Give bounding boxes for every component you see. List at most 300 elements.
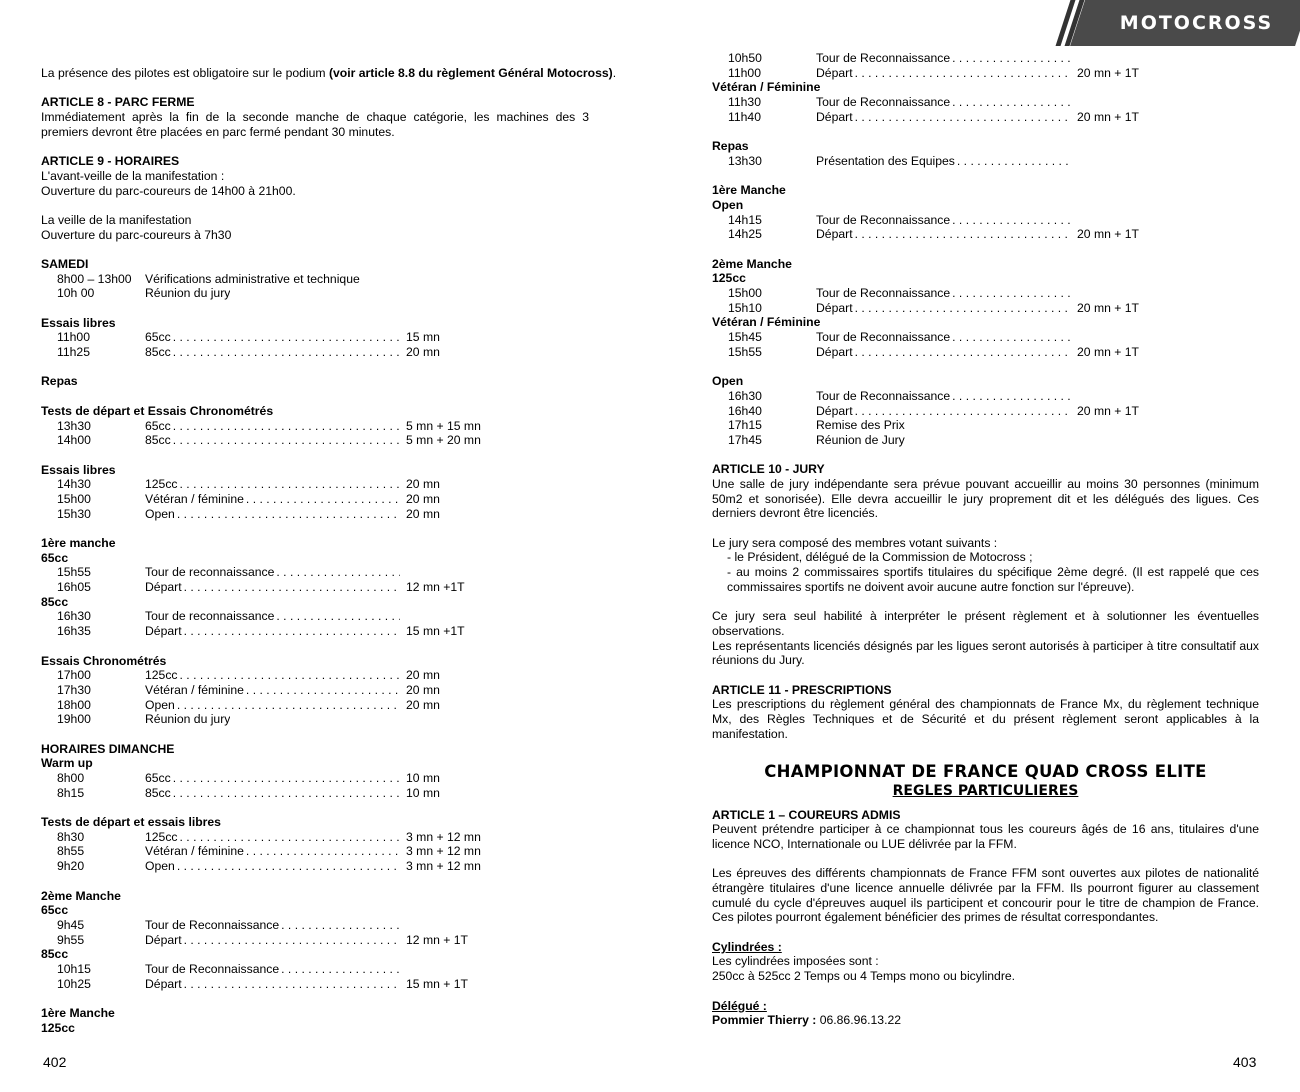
schedule-block (41, 609, 589, 638)
schedule-event (145, 962, 400, 977)
schedule-row (41, 433, 589, 448)
tests-title: Tests de départ et Essais Chronométrés (41, 403, 274, 418)
schedule-event-name: Tour de Reconnaissance (816, 51, 951, 65)
schedule-event-name: Tour de Reconnaissance (816, 330, 951, 345)
schedule-event (145, 683, 400, 698)
page-number-left: 402 (43, 1054, 67, 1070)
schedule-row (712, 95, 1259, 110)
delegue-line (712, 1013, 1259, 1028)
dot-leader (171, 771, 400, 786)
schedule-duration: 5 mn + 20 mn (406, 433, 481, 448)
article-10-text: Le jury sera composé des membres votant suivants : (712, 535, 998, 550)
schedule-block (41, 830, 589, 874)
manche-title: 2ème Manche (712, 256, 792, 271)
dot-leader (171, 419, 400, 434)
schedule-row (41, 286, 589, 301)
schedule-row (712, 227, 1259, 242)
schedule-event-name: Présentation des Equipes (816, 153, 955, 168)
schedule-event-name: Départ (816, 344, 853, 359)
category-title: 65cc (41, 903, 69, 918)
schedule-event (145, 419, 400, 434)
schedule-event-name: Tour de reconnaissance (145, 609, 275, 624)
manche-title: 2ème Manche (41, 888, 121, 903)
dot-leader (182, 580, 400, 595)
schedule-row (41, 844, 589, 859)
schedule-row (712, 404, 1259, 419)
schedule-time: 8h00 – 13h00 (57, 271, 132, 286)
dimanche-title: HORAIRES DIMANCHE (41, 741, 175, 756)
schedule-time: 13h30 (57, 418, 91, 433)
section-label: MOTOCROSS (1119, 12, 1274, 34)
schedule-time: 16h05 (57, 580, 91, 595)
schedule-time: 19h00 (57, 712, 91, 727)
schedule-row (41, 580, 589, 595)
schedule-row (41, 933, 589, 948)
schedule-time: 16h30 (57, 609, 91, 624)
schedule-time: 11h30 (728, 95, 761, 110)
schedule-event-name: Tour de Reconnaissance (816, 95, 951, 110)
schedule-event (145, 668, 400, 683)
schedule-event (816, 213, 1071, 228)
schedule-row (712, 51, 1259, 66)
manche-title: 1ère Manche (41, 1006, 115, 1021)
schedule-row (712, 433, 1259, 448)
schedule-time: 11h25 (57, 345, 90, 360)
veille-line: La veille de la manifestation (41, 212, 192, 227)
schedule-row (712, 110, 1259, 125)
schedule-event (145, 624, 400, 639)
dot-leader (178, 830, 400, 845)
schedule-duration: 10 mn (406, 785, 440, 800)
dot-leader (853, 345, 1071, 360)
schedule-time: 8h30 (57, 829, 85, 844)
schedule-row (712, 66, 1259, 81)
schedule-event (145, 580, 400, 595)
right-page (712, 51, 1259, 1028)
schedule-time: 15h10 (728, 300, 762, 315)
schedule-block (41, 771, 589, 800)
schedule-event (145, 786, 400, 801)
championship-title: CHAMPIONNAT DE FRANCE QUAD CROSS ELITE (764, 761, 1207, 781)
article-1-text: Les épreuves des différents championnats de France FFM sont ouvertes aux pilotes de nationalité étrangère titulaires d'une licence annuelle délivrée par la FFM. Ils pourront figurer au classement cumulé du cycle d'épreuves auquel ils participent et concourir pour le titre de champion de France. Ces pilotes pourront également bénéficier des primes de résultat correspondantes. (712, 866, 1259, 925)
schedule-duration: 20 mn (406, 506, 440, 521)
schedule-time: 16h40 (728, 403, 762, 418)
schedule-duration: 20 mn + 1T (1077, 403, 1139, 418)
cylindrees-title: Cylindrées : (712, 939, 782, 954)
schedule-event-name: Vétéran / féminine (145, 491, 244, 506)
schedule-row (712, 345, 1259, 360)
repas-title: Repas (41, 374, 78, 389)
schedule-event: Vérifications administrative et technique (145, 271, 360, 286)
article-11-text: Les prescriptions du règlement général des championnats de France Mx, du règlement technique Mx, des Règles Techniques et de Sécurité et du présent règlement seront applicables à la manifestation. (712, 697, 1259, 741)
schedule-time: 9h20 (57, 859, 85, 874)
schedule-event (145, 565, 400, 580)
schedule-block (41, 962, 589, 991)
schedule-event-name: Départ (816, 300, 853, 315)
schedule-event (145, 830, 400, 845)
section-header-tab (1055, 0, 1300, 46)
page-number-right: 403 (1233, 1054, 1257, 1070)
article-8-text: Immédiatement après la fin de la seconde manche de chaque catégorie, les machines des 3 premiers devront être placées en parc fermé pendant 30 minutes. (41, 110, 589, 139)
dot-leader (182, 933, 400, 948)
schedule-duration: 10 mn (406, 771, 440, 786)
schedule-row (41, 477, 589, 492)
schedule-event (816, 330, 1071, 345)
schedule-block (712, 330, 1259, 359)
dot-leader (274, 609, 400, 624)
schedule-block (712, 418, 1259, 447)
schedule-event (816, 51, 1071, 66)
dot-leader (274, 565, 400, 580)
chrono-title: Essais Chronométrés (41, 653, 167, 668)
dot-leader (244, 683, 400, 698)
schedule-row (712, 213, 1259, 228)
dot-leader (950, 286, 1071, 301)
article-10-text: Une salle de jury indépendante sera prévue pouvant accueillir au moins 30 personnes (minimum 50m2 et sonorisée). Elle devra accueillir le jury proprement dit et les délégués des ligues. Ces derniers devront être licenciés. (712, 476, 1259, 521)
intro-end: . (612, 66, 617, 80)
avant-veille-line: Ouverture du parc-coureurs de 14h00 à 21h00. (41, 183, 296, 198)
category-title: Open (712, 197, 744, 212)
schedule-row (41, 507, 589, 522)
schedule-block (712, 213, 1259, 242)
schedule-duration: 20 mn + 1T (1077, 300, 1139, 315)
article-10-text: Ce jury sera seul habilité à interpréter le présent règlement et à solutionner les éventuelles observations. (712, 609, 1259, 638)
category-title: 65cc (41, 550, 69, 565)
schedule-event (145, 507, 400, 522)
schedule-row (41, 668, 589, 683)
schedule-row (712, 330, 1259, 345)
dot-leader (853, 404, 1071, 419)
essais-libres-title: Essais libres (41, 315, 116, 330)
schedule-event (145, 477, 400, 492)
schedule-row (712, 418, 1259, 433)
schedule-duration: 20 mn (406, 682, 440, 697)
schedule-event-name: 85cc (145, 433, 171, 448)
schedule-event-name: 85cc (145, 785, 171, 800)
schedule-time: 8h00 (57, 771, 85, 786)
schedule-time: 15h00 (728, 286, 762, 300)
schedule-event: Réunion du jury (145, 712, 231, 727)
schedule-time: 17h15 (728, 418, 762, 433)
schedule-row (41, 419, 589, 434)
schedule-duration: 3 mn + 12 mn (406, 829, 481, 844)
schedule-event-name: Départ (145, 624, 182, 639)
dot-leader (853, 227, 1071, 242)
schedule-event-name: Tour de Reconnaissance (816, 388, 951, 403)
schedule-event (145, 771, 400, 786)
dot-leader (178, 477, 400, 492)
schedule-event (145, 844, 400, 859)
schedule-event-name: 65cc (145, 418, 171, 433)
essais-libres-title: Essais libres (41, 462, 116, 477)
schedule-time: 9h45 (57, 917, 85, 932)
dot-leader (178, 668, 400, 683)
schedule-row (41, 771, 589, 786)
schedule-block (41, 419, 589, 448)
cylindrees-text: 250cc à 525cc 2 Temps ou 4 Temps mono ou bicylindre. (712, 969, 1016, 984)
schedule-block (712, 51, 1259, 80)
dot-leader (175, 859, 400, 874)
repas-title: Repas (712, 139, 749, 154)
warmup-title: Warm up (41, 756, 93, 771)
cylindrees-text: Les cylindrées imposées sont : (712, 954, 879, 969)
article-1-title: ARTICLE 1 – COUREURS ADMIS (712, 807, 901, 822)
schedule-row (712, 389, 1259, 404)
intro-line (41, 66, 617, 81)
schedule-time: 17h45 (728, 432, 762, 447)
delegue-phone: 06.86.96.13.22 (816, 1013, 902, 1028)
schedule-time: 15h30 (57, 506, 91, 521)
schedule-time: 18h00 (57, 697, 91, 712)
schedule-time: 10h 00 (57, 286, 95, 301)
article-8-title: ARTICLE 8 - PARC FERME (41, 95, 195, 110)
dot-leader (182, 977, 400, 992)
dot-leader (950, 389, 1071, 404)
dot-leader (182, 624, 400, 639)
schedule-event-name: Tour de Reconnaissance (816, 212, 951, 227)
manche-title: 1ère Manche (712, 183, 786, 198)
schedule-block (41, 668, 589, 712)
schedule-event (816, 95, 1071, 110)
dot-leader (171, 345, 400, 360)
schedule-duration: 20 mn (406, 477, 440, 492)
schedule-event-name: Départ (816, 109, 853, 124)
dot-leader (175, 507, 400, 522)
category-title: 85cc (41, 594, 69, 609)
championship-subtitle: REGLES PARTICULIERES (892, 782, 1079, 799)
category-title: Vétéran / Féminine (712, 315, 821, 330)
schedule-block (41, 330, 589, 359)
article-10-text: Les représentants licenciés désignés par les ligues seront autorisés à participer à titre consultatif aux réunions du Jury. (712, 638, 1259, 668)
schedule-time: 9h55 (57, 932, 85, 947)
schedule-event (145, 933, 400, 948)
schedule-time: 14h25 (728, 227, 762, 242)
schedule-event (145, 918, 400, 933)
schedule-event-name: 85cc (145, 345, 171, 360)
schedule-duration: 20 mn + 1T (1077, 109, 1139, 124)
schedule-time: 14h30 (57, 477, 91, 492)
schedule-event-name: Départ (145, 932, 182, 947)
schedule-event (145, 492, 400, 507)
schedule-block (41, 918, 589, 947)
dot-leader (244, 492, 400, 507)
schedule-row (41, 830, 589, 845)
intro-text: La présence des pilotes est obligatoire sur le podium (41, 66, 329, 80)
tests-title: Tests de départ et essais libres (41, 815, 221, 830)
samedi-title: SAMEDI (41, 256, 89, 271)
dot-leader (950, 330, 1071, 345)
schedule-event-name: Départ (145, 580, 182, 595)
dot-leader (955, 154, 1071, 169)
manche-title: 1ère manche (41, 536, 116, 551)
schedule-block (712, 286, 1259, 315)
schedule-duration: 20 mn + 1T (1077, 227, 1139, 242)
schedule-duration: 5 mn + 15 mn (406, 418, 481, 433)
jury-list-item: - le Président, délégué de la Commission de Motocross ; (727, 550, 1033, 565)
schedule-row (41, 345, 589, 360)
schedule-time: 8h15 (57, 785, 85, 800)
schedule-row (41, 962, 589, 977)
schedule-event-name: Tour de Reconnaissance (816, 286, 951, 300)
schedule-row (41, 609, 589, 624)
schedule-event-name: Open (145, 697, 175, 712)
schedule-row (41, 492, 589, 507)
schedule-event (816, 66, 1071, 81)
schedule-time: 15h00 (57, 491, 91, 506)
schedule-time: 11h40 (728, 109, 761, 124)
schedule-time: 15h55 (57, 565, 91, 580)
category-title: 125cc (41, 1020, 75, 1035)
schedule-event (145, 977, 400, 992)
veille-line: Ouverture du parc-coureurs à 7h30 (41, 227, 232, 242)
schedule-duration: 20 mn (406, 697, 440, 712)
schedule-row (41, 698, 589, 713)
dot-leader (171, 330, 400, 345)
schedule-event (816, 345, 1071, 360)
dot-leader (244, 844, 400, 859)
dot-leader (279, 962, 400, 977)
schedule-event-name: Tour de reconnaissance (145, 565, 275, 580)
avant-veille-line: L'avant-veille de la manifestation : (41, 168, 225, 183)
schedule-time: 10h50 (728, 51, 762, 65)
schedule-row (712, 286, 1259, 301)
schedule-duration: 20 mn (406, 491, 440, 506)
schedule-event-name: 125cc (145, 829, 178, 844)
schedule-row (41, 712, 589, 727)
schedule-row (41, 624, 589, 639)
category-title: Open (712, 374, 744, 389)
schedule-time: 16h35 (57, 624, 91, 639)
schedule-duration: 3 mn + 12 mn (406, 844, 481, 859)
schedule-event (816, 404, 1071, 419)
article-11-title: ARTICLE 11 - PRESCRIPTIONS (712, 682, 892, 697)
schedule-row (41, 683, 589, 698)
schedule-event: Réunion du jury (145, 286, 231, 301)
schedule-duration: 12 mn +1T (406, 580, 465, 595)
schedule-event (816, 389, 1071, 404)
schedule-event (816, 301, 1071, 316)
dot-leader (950, 51, 1071, 66)
schedule-event-name: 65cc (145, 330, 171, 345)
schedule-event-name: Vétéran / féminine (145, 682, 244, 697)
article-1-text: Peuvent prétendre participer à ce championnat tous les coureurs âgés de 16 ans, titulaires d'une licence NCO, Internationale ou LUE délivrée par la FFM. (712, 822, 1259, 851)
schedule-event (816, 286, 1071, 301)
schedule-block (41, 565, 589, 594)
article-10-title: ARTICLE 10 - JURY (712, 462, 825, 477)
schedule-event-name: Vétéran / féminine (145, 844, 244, 859)
schedule-block (712, 95, 1259, 124)
schedule-duration: 20 mn + 1T (1077, 344, 1139, 359)
schedule-time: 15h45 (728, 330, 762, 345)
schedule-event-name: Tour de Reconnaissance (145, 961, 280, 976)
schedule-time: 13h30 (728, 153, 762, 168)
left-page (41, 66, 617, 1035)
schedule-event-name: Open (145, 859, 175, 874)
dot-leader (175, 698, 400, 713)
schedule-event-name: Départ (145, 976, 182, 991)
schedule-event-name: Départ (816, 65, 853, 80)
schedule-block (41, 272, 589, 301)
schedule-time: 10h15 (57, 961, 91, 976)
schedule-row (41, 977, 589, 992)
schedule-event-name: 125cc (145, 668, 178, 683)
schedule-time: 10h25 (57, 976, 91, 991)
schedule-duration: 15 mn (406, 330, 440, 345)
schedule-event-name: Départ (816, 227, 853, 242)
schedule-event (145, 609, 400, 624)
schedule-time: 15h55 (728, 344, 762, 359)
schedule-duration: 20 mn (406, 345, 440, 360)
schedule-time: 11h00 (728, 65, 761, 80)
category-title: 125cc (712, 271, 746, 286)
schedule-time: 16h30 (728, 388, 762, 403)
schedule-row (41, 786, 589, 801)
schedule-event-name: 125cc (145, 477, 178, 492)
schedule-block (712, 389, 1259, 418)
delegue-name: Pommier Thierry : (712, 1013, 817, 1028)
schedule-duration: 20 mn + 1T (1077, 65, 1139, 80)
intro-bold: (voir article 8.8 du règlement Général Motocross) (328, 66, 613, 80)
category-title: Vétéran / Féminine (712, 80, 821, 95)
schedule-row (41, 859, 589, 874)
schedule-block (41, 477, 589, 521)
schedule-event (145, 345, 400, 360)
schedule-time: 17h00 (57, 668, 91, 683)
schedule-event (145, 859, 400, 874)
schedule-event-name: Open (145, 506, 175, 521)
schedule-event (816, 110, 1071, 125)
schedule-block (712, 154, 1259, 169)
dot-leader (171, 433, 400, 448)
schedule-event-name: Tour de Reconnaissance (145, 917, 280, 932)
dot-leader (853, 66, 1071, 81)
schedule-event (145, 330, 400, 345)
schedule-row (41, 330, 589, 345)
schedule-event: Remise des Prix (816, 418, 905, 433)
schedule-event (816, 154, 1071, 169)
dot-leader (853, 110, 1071, 125)
delegue-title: Délégué : (712, 998, 767, 1013)
schedule-row (712, 154, 1259, 169)
jury-list-item: - au moins 2 commissaires sportifs titulaires du spécifique 2ème degré. (Il est rappelé que ces commissaires sportifs ne doivent avoir aucune autre fonction sur l'épreuve). (727, 565, 1259, 594)
schedule-event-name: 65cc (145, 771, 171, 786)
dot-leader (853, 301, 1071, 316)
schedule-row (41, 565, 589, 580)
schedule-event: Réunion de Jury (816, 432, 905, 447)
dot-leader (171, 786, 400, 801)
schedule-duration: 12 mn + 1T (406, 932, 468, 947)
schedule-time: 11h00 (57, 330, 90, 345)
schedule-duration: 15 mn + 1T (406, 976, 468, 991)
schedule-row (712, 301, 1259, 316)
category-title: 85cc (41, 947, 69, 962)
schedule-time: 14h15 (728, 212, 762, 227)
article-9-title: ARTICLE 9 - HORAIRES (41, 154, 180, 169)
schedule-event (145, 433, 400, 448)
schedule-duration: 3 mn + 12 mn (406, 859, 481, 874)
schedule-event (816, 227, 1071, 242)
schedule-time: 8h55 (57, 844, 85, 859)
schedule-time: 17h30 (57, 682, 91, 697)
schedule-event-name: Départ (816, 403, 853, 418)
schedule-row (41, 272, 589, 287)
schedule-event (145, 698, 400, 713)
schedule-duration: 15 mn +1T (406, 624, 465, 639)
schedule-time: 14h00 (57, 433, 91, 448)
dot-leader (279, 918, 400, 933)
dot-leader (950, 95, 1071, 110)
schedule-row (41, 918, 589, 933)
